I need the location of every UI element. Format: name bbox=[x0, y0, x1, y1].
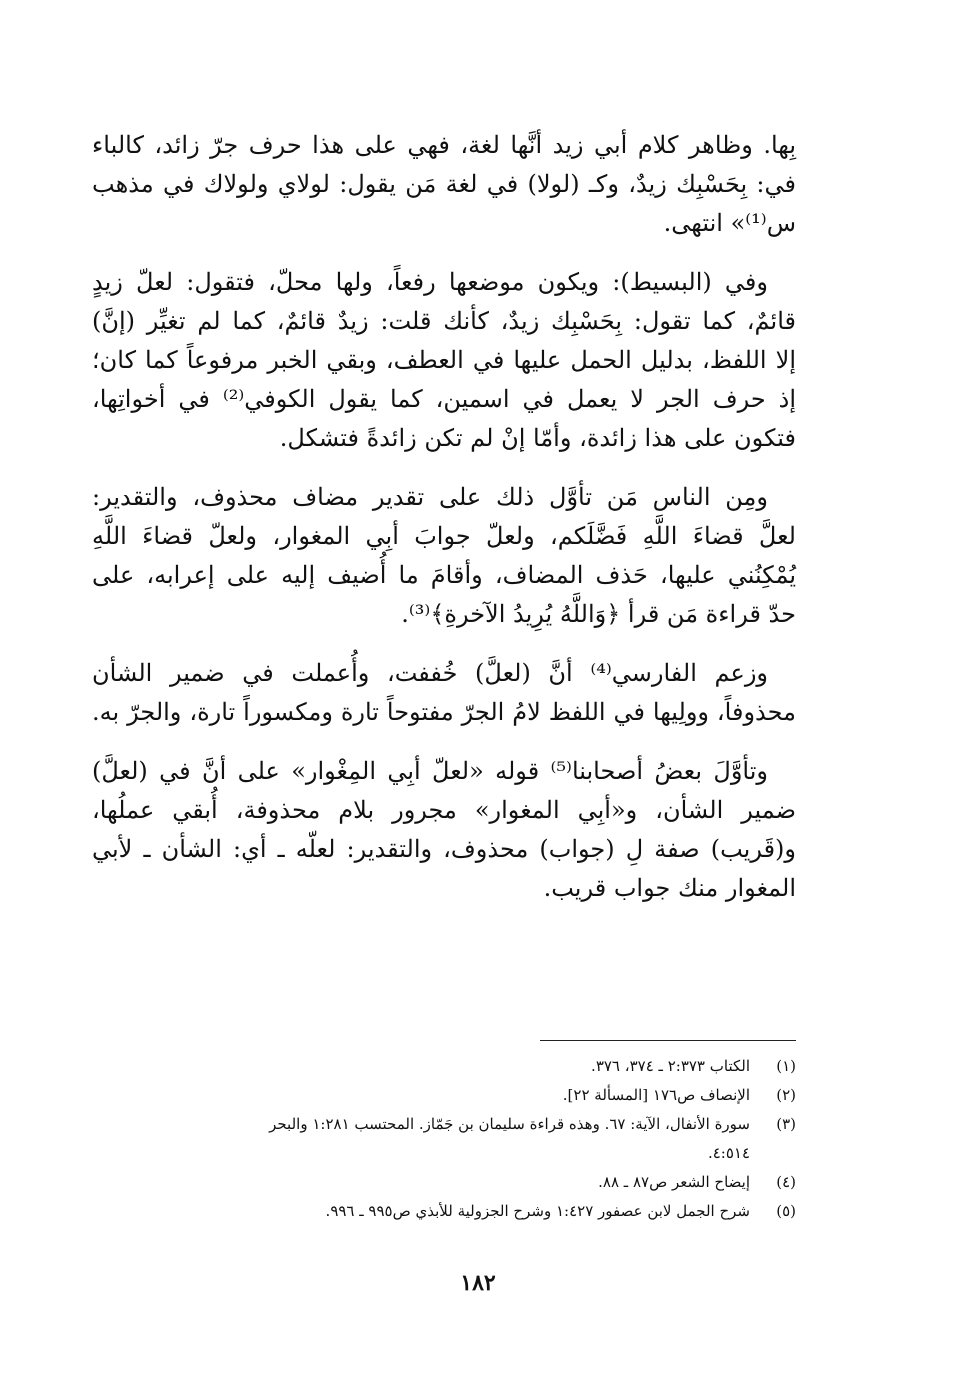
paragraph-3 bbox=[92, 478, 796, 634]
footnote-text: الكتاب ٢:٣٧٣ ـ ٣٧٤، ٣٧٦. bbox=[591, 1057, 750, 1075]
paragraph-2 bbox=[92, 263, 796, 458]
footnote-4 bbox=[92, 1168, 796, 1197]
paragraph-5 bbox=[92, 752, 796, 908]
text-line: لعلَّ قضاءَ اللَّهِ فَضَّلَكم، ولعلّ جوابَ أبِي المغوار، ولعلّ قضاءَ اللَّهِ bbox=[92, 522, 796, 550]
footnote-number: (٣) bbox=[776, 1115, 796, 1133]
footnote-text: الإنصاف ص١٧٦ [المسألة ٢٢]. bbox=[562, 1086, 750, 1104]
footnote-1 bbox=[92, 1052, 796, 1081]
text-line: وتأوَّلَ بعضُ أصحابنا⁽⁵⁾ قوله «لعلّ أبِي المِغْوار» على أنَّ في (لعلَّ) bbox=[92, 757, 768, 785]
footnotes bbox=[92, 1052, 796, 1226]
footnote-number: (١) bbox=[776, 1057, 796, 1075]
paragraph-4 bbox=[92, 654, 796, 732]
text-line: قائمٌ، كما تقول: بِحَسْبِك زيدٌ، كأنك قلت: زيدٌ قائمٌ، كما لم تغيِّر (إنَّ) bbox=[92, 307, 796, 335]
text-line: يُمْكِنُني عليها، حَذف المضاف، وأقامَ ما أُضيف إليه على إعرابه، على bbox=[92, 561, 796, 589]
footnote-text: شرح الجمل لابن عصفور ١:٤٢٧ وشرح الجزولية للأبذي ص٩٩٥ ـ ٩٩٦. bbox=[325, 1202, 750, 1220]
text-line: س⁽¹⁾» انتهى. bbox=[663, 209, 796, 237]
footnote-5 bbox=[92, 1197, 796, 1226]
footnote-text-continued: ٤:٥١٤. bbox=[707, 1144, 750, 1162]
text-line: في: بِحَسْبِك زيدٌ، وكـ (لولا) في لغة مَن يقول: لولاي ولولاك في مذهب bbox=[92, 170, 796, 198]
footnote-text: إيضاح الشعر ص٨٧ ـ ٨٨. bbox=[598, 1173, 750, 1191]
paragraph-1 bbox=[92, 126, 796, 243]
footnote-3 bbox=[92, 1110, 796, 1168]
text-line: ومِن الناس مَن تأوَّل ذلك على تقدير مضاف محذوف، والتقدير: bbox=[92, 483, 768, 511]
text-line: إذ حرف الجر لا يعمل في اسمين، كما يقول الكوفي⁽²⁾ في أخواتِها، bbox=[92, 385, 797, 413]
text-line: بِها. وظاهر كلام أبي زيد أنَّها لغة، فهي على هذا حرف جرّ زائد، كالباء bbox=[92, 131, 796, 159]
page-number: ١٨٢ bbox=[460, 1270, 496, 1296]
text-line: فتكون على هذا زائدة، وأمّا إنْ لم تكن زائدةً فتشكل. bbox=[279, 424, 796, 452]
text-line: المغوار منك جواب قريب. bbox=[543, 874, 796, 902]
footnote-2 bbox=[92, 1081, 796, 1110]
text-line: و(قَريب) صفة لِ (جواب) محذوف، والتقدير: لعلّه ـ أي: الشأن ـ لأبي bbox=[92, 835, 796, 863]
text-line: وزعم الفارسي⁽⁴⁾ أنَّ (لعلَّ) خُففت، وأُعملت في ضمير الشأن bbox=[92, 659, 768, 687]
main-text bbox=[92, 126, 796, 928]
footnote-text: سورة الأنفال، الآية: ٦٧. وهذه قراءة سليمان بن جَمّاز. المحتسب ١:٢٨١ والبحر bbox=[269, 1115, 750, 1133]
footnote-divider bbox=[540, 1040, 796, 1041]
text-line: حدّ قراءة مَن قرأ ﴿وَاللَّهُ يُرِيدُ الآخرةِ﴾⁽³⁾. bbox=[401, 600, 796, 628]
text-line: إلا اللفظ، بدليل الحمل عليها في العطف، وبقي الخبر مرفوعاً كما كان؛ bbox=[92, 346, 796, 374]
footnote-number: (٢) bbox=[776, 1086, 796, 1104]
footnote-number: (٤) bbox=[776, 1173, 796, 1191]
text-line: محذوفاً، وولِيها في اللفظ لامُ الجرّ مفتوحاً تارة ومكسوراً تارة، والجرّ به. bbox=[92, 698, 796, 726]
text-line: وفي (البسيط): ويكون موضعها رفعاً، ولها محلّ، فتقول: لعلّ زيدٍ bbox=[92, 268, 768, 296]
text-line: ضمير الشأن، و«أبِي المغوار» مجرور بلام محذوفة، أُبقي عملُها، bbox=[92, 796, 796, 824]
footnote-number: (٥) bbox=[776, 1202, 796, 1220]
